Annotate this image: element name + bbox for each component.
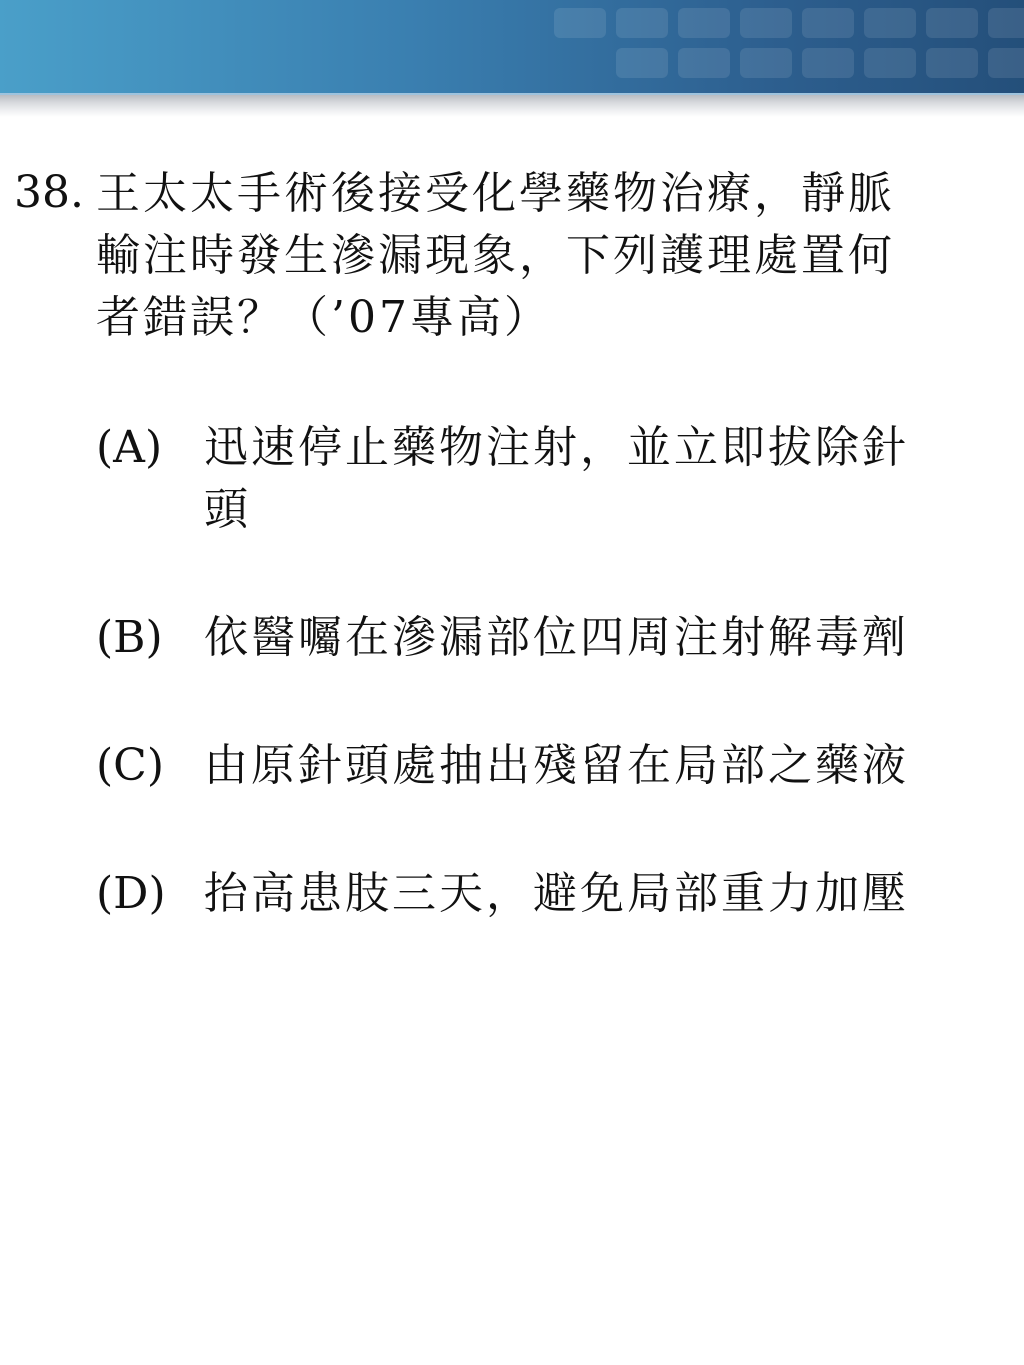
header-banner [0, 0, 1024, 95]
option-label: (A) [96, 422, 163, 473]
option-label: (B) [96, 612, 163, 663]
option-text [204, 735, 1004, 797]
option-text [204, 863, 1004, 925]
question-text [96, 163, 1016, 349]
option-label: (C) [96, 740, 164, 791]
option-line: 抬高患肢三天，避免局部重力加壓 [204, 868, 909, 919]
header-shadow [0, 95, 1024, 117]
header-tile-pattern [544, 0, 1024, 95]
option-line: 頭 [204, 484, 251, 535]
option-label: (D) [96, 868, 166, 919]
question-line: 輸注時發生滲漏現象，下列護理處置何 [96, 230, 895, 281]
option-text [204, 417, 1004, 541]
question-line: 者錯誤？（’07專高） [96, 292, 551, 343]
option-text [204, 607, 1004, 669]
question-number: 38. [14, 167, 84, 218]
option-line: 由原針頭處抽出殘留在局部之藥液 [204, 740, 909, 791]
question-line: 王太太手術後接受化學藥物治療，靜脈 [96, 168, 895, 219]
option-line: 依醫囑在滲漏部位四周注射解毒劑 [204, 612, 909, 663]
option-line: 迅速停止藥物注射，並立即拔除針 [204, 422, 909, 473]
